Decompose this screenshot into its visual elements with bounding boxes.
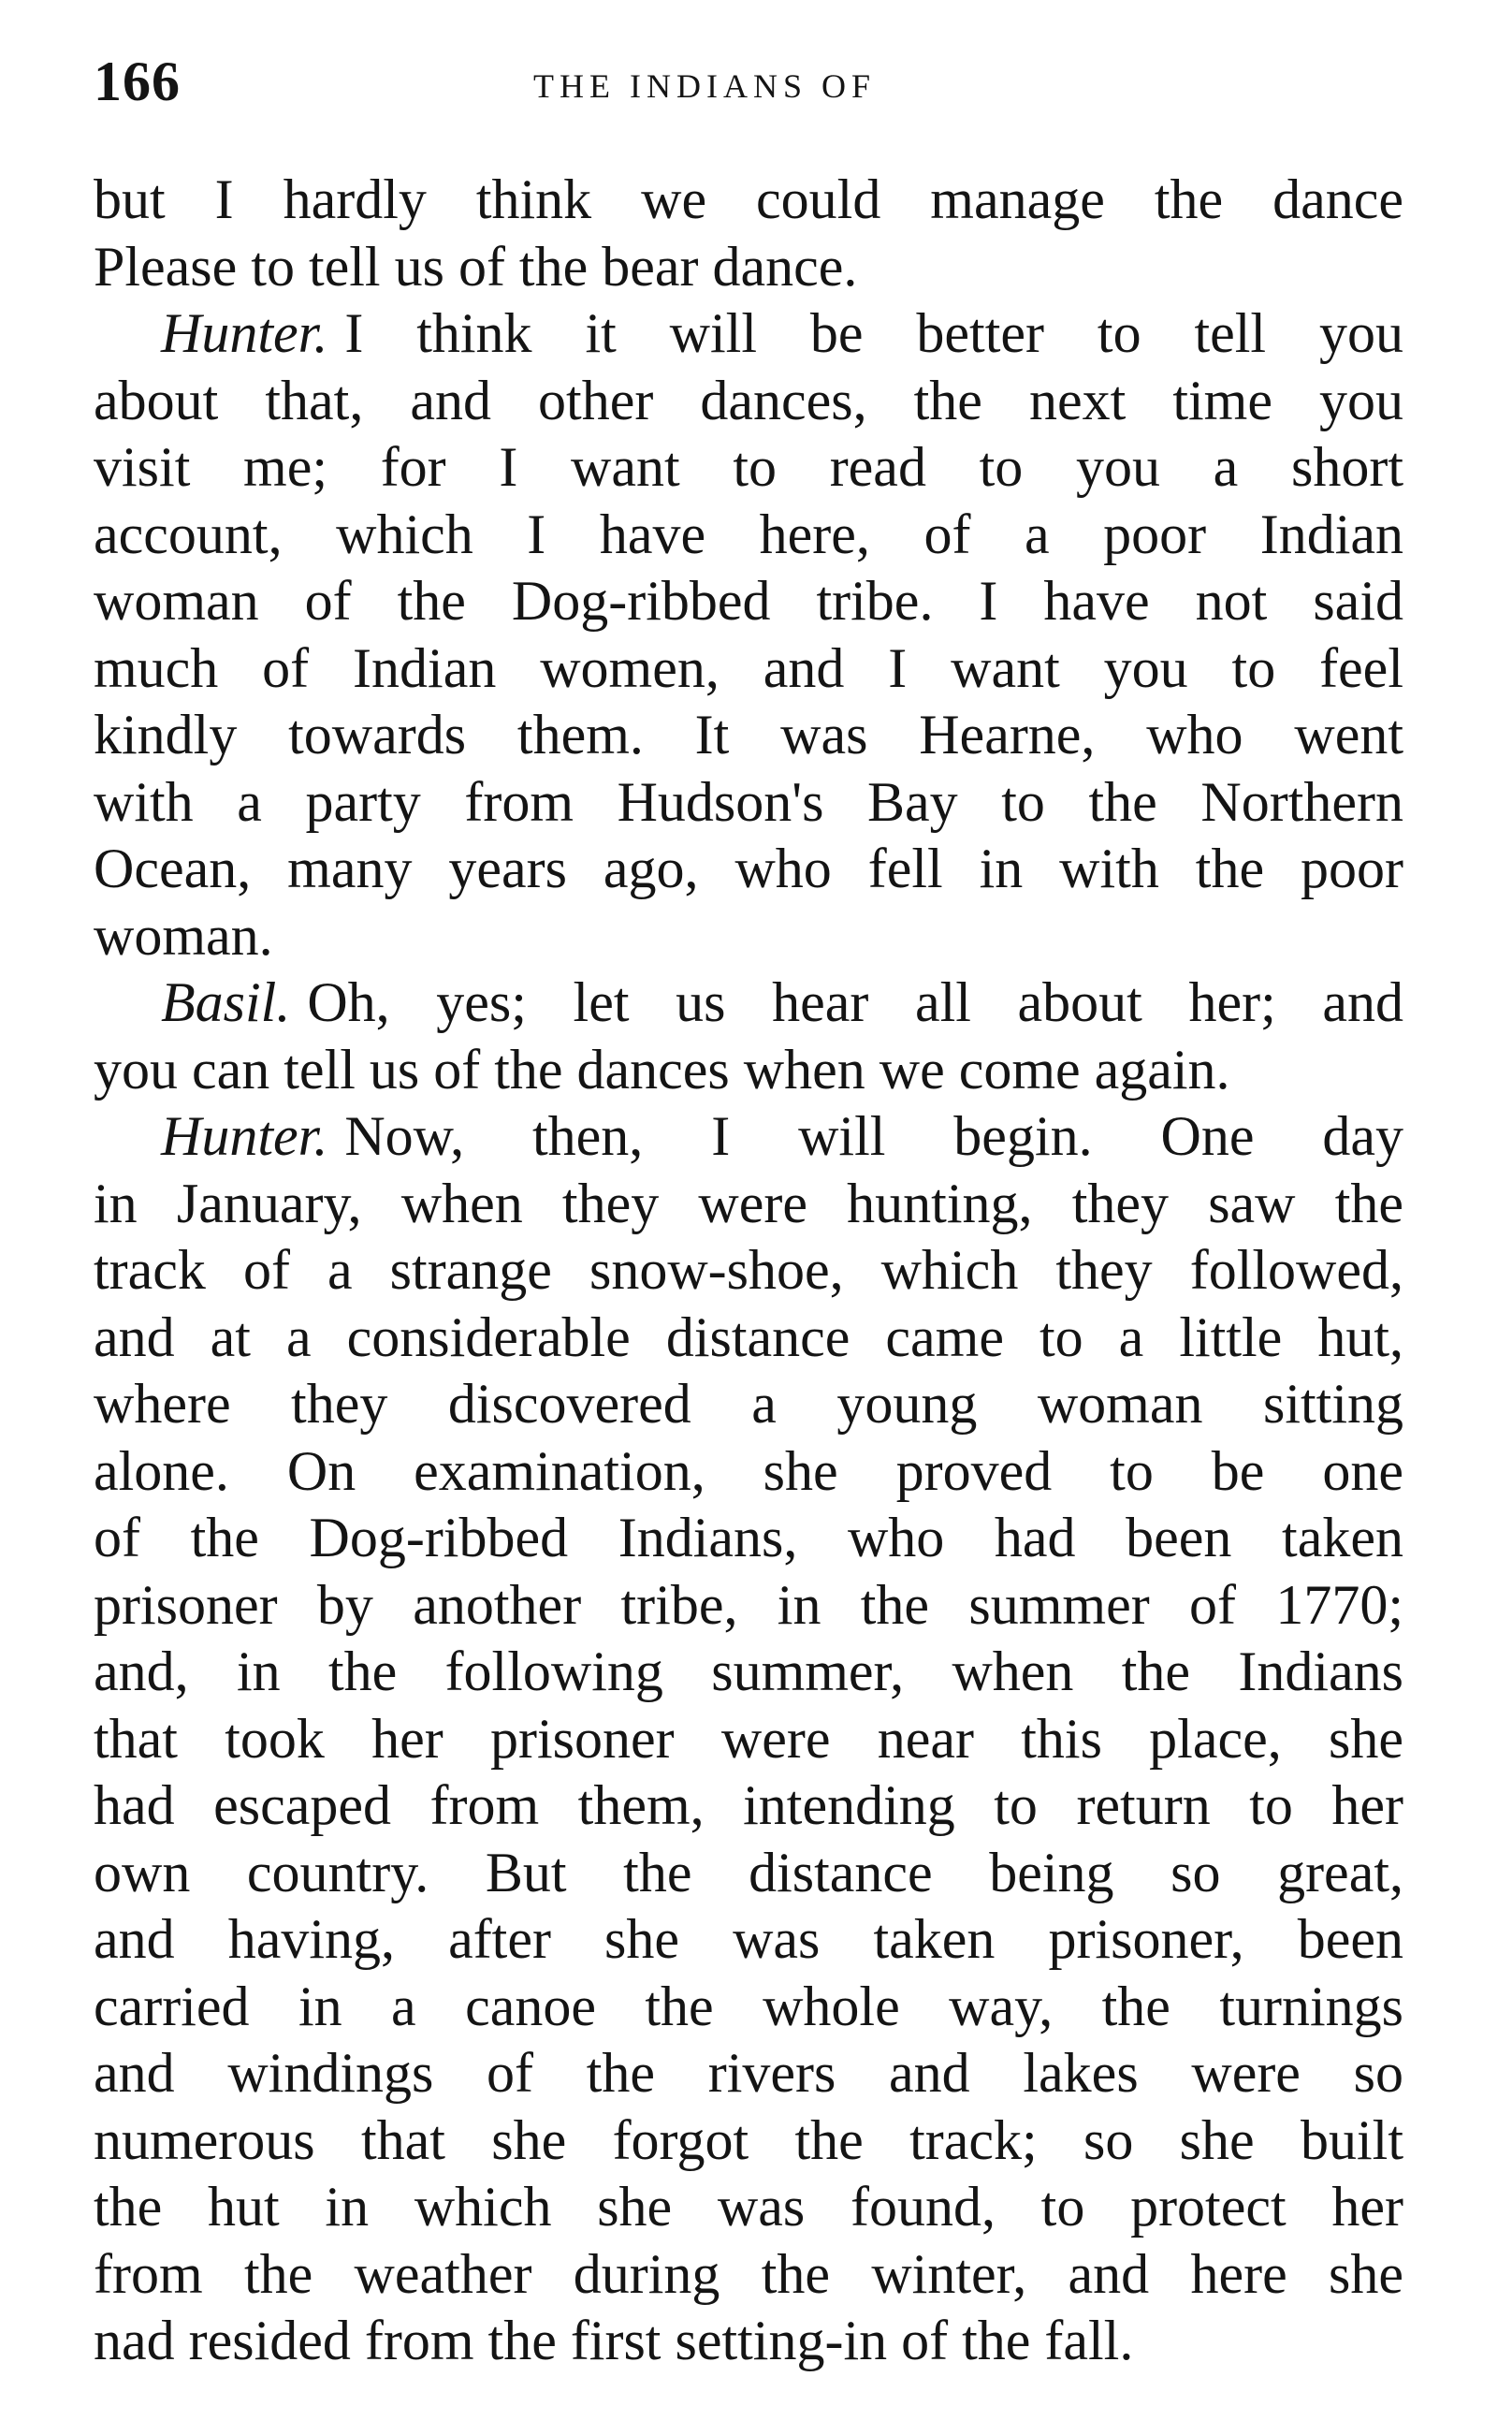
text-line <box>94 970 1403 1037</box>
text-line: nad resided from the first setting-in of the fall. <box>94 2310 1134 2371</box>
text-line: own country. But the distance being so great, <box>94 1841 1403 1903</box>
running-title: THE INDIANS OF <box>533 67 876 105</box>
text-line: the hut in which she was found, to protect her <box>94 2176 1403 2238</box>
text-line: of the Dog-ribbed Indians, who had been taken <box>94 1507 1403 1568</box>
speaker-name: Hunter. <box>161 302 328 364</box>
text-line: prisoner by another tribe, in the summer of 1770; <box>94 1573 1403 1636</box>
text-line: kindly towards them. It was Hearne, who went <box>94 704 1403 765</box>
text-line: and at a considerable distance came to a little hut, <box>94 1305 1403 1368</box>
line-text: I think it will be better to tell you <box>344 302 1403 364</box>
text-line: and, in the following summer, when the Indians <box>94 1640 1403 1702</box>
text-line: you can tell us of the dances when we come again. <box>94 1038 1230 1101</box>
text-line: woman of the Dog-ribbed tribe. I have not said <box>94 570 1403 632</box>
line-text: Now, then, I will begin. One day <box>344 1105 1403 1167</box>
text-line: numerous that she forgot the track; so she built <box>94 2108 1403 2171</box>
text-line: and windings of the rivers and lakes were so <box>94 2042 1403 2104</box>
text-line: from the weather during the winter, and here she <box>94 2242 1403 2305</box>
text-line: about that, and other dances, the next time you <box>94 369 1403 431</box>
text-line: woman. <box>94 904 273 967</box>
text-line: and having, after she was taken prisoner, been <box>94 1908 1403 1970</box>
page-header <box>94 49 1403 114</box>
text-line: that took her prisoner were near this place, she <box>94 1707 1403 1770</box>
text-line: in January, when they were hunting, they saw the <box>94 1172 1403 1234</box>
body-text <box>94 167 1403 2375</box>
text-line: account, which I have here, of a poor Indian <box>94 503 1403 565</box>
text-line: much of Indian women, and I want you to feel <box>94 636 1403 699</box>
text-line: visit me; for I want to read to you a short <box>94 436 1403 498</box>
text-line: track of a strange snow-shoe, which they followed, <box>94 1239 1403 1301</box>
text-line: with a party from Hudson's Bay to the Northern <box>94 770 1403 833</box>
page-number: 166 <box>94 51 181 112</box>
text-line <box>94 1103 1403 1171</box>
speaker-name: Basil. <box>161 971 291 1033</box>
line-text: Oh, yes; let us hear all about her; and <box>307 971 1403 1033</box>
text-line: Ocean, many years ago, who fell in with the poor <box>94 838 1403 899</box>
text-line <box>94 300 1403 368</box>
speaker-name: Hunter. <box>161 1105 328 1167</box>
text-line: Please to tell us of the bear dance. <box>94 235 858 298</box>
text-line: had escaped from them, intending to return to her <box>94 1774 1403 1836</box>
text-line: carried in a canoe the whole way, the turnings <box>94 1975 1403 2037</box>
text-line: but I hardly think we could manage the dance <box>94 168 1403 230</box>
text-line: alone. On examination, she proved to be one <box>94 1439 1403 1502</box>
text-line: where they discovered a young woman sitting <box>94 1373 1403 1435</box>
